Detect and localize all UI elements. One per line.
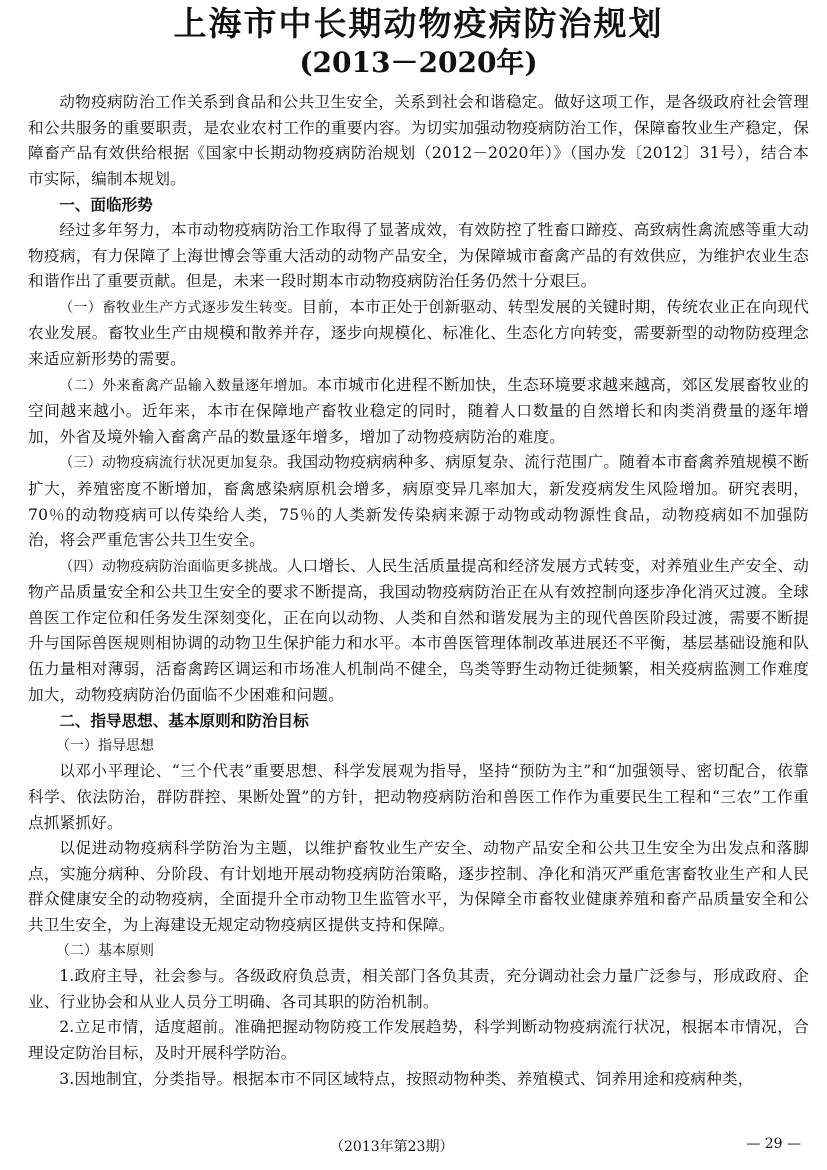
paragraph-lead-heading: （四）动物疫病防治面临更多挑战。	[59, 558, 287, 575]
paragraph: 以促进动物疫病科学防治为主题，以维护畜牧业生产安全、动物产品安全和公共卫生安全为出发点和落脚点，实施分病种、分阶段、有计划地开展动物疫病防治策略，逐步控制、净化和消灭严重危害畜牧业生产和人民群众健康安全的动物疫病，全面提升全市动物卫生监管水平，为保障全市畜牧业健康养殖和畜产品质量安全和公共卫生安全，为上海建设无规定动物疫病区提供支持和保障。	[28, 839, 809, 934]
page-footer	[0, 1136, 827, 1158]
paragraph: 以邓小平理论、“三个代表”重要思想、科学发展观为指导，坚持“预防为主”和“加强领导、密切配合，依靠科学、依法防治，群防群控、果断处置”的方针，把动物疫病防治和兽医工作作为重要民生工程和“三农”工作重点抓紧抓好。	[28, 762, 809, 832]
document-subtitle: (2013－2020年)	[299, 46, 538, 79]
footer-issue-label: （2013年第23期）	[330, 1139, 454, 1155]
paragraph: 2.立足市情，适度超前。准确把握动物防疫工作发展趋势，科学判断动物疫病流行状况，根据本市情况，合理设定防治目标，及时开展科学防治。	[28, 1018, 809, 1062]
paragraph-lead-heading: （一）畜牧业生产方式逐步发生转变。	[59, 299, 302, 316]
paragraph-lead-heading: （二）外来畜禽产品输入数量逐年增加。	[59, 377, 317, 394]
paragraph: 经过多年努力，本市动物疫病防治工作取得了显著成效，有效防控了牲畜口蹄疫、高致病性禽流感等重大动物疫病，有力保障了上海世博会等重大活动的动物产品安全，为保障城市畜禽产品的有效供应，为维护农业生态和谐作出了重要贡献。但是，未来一段时期本市动物疫病防治任务仍然十分艰巨。	[28, 220, 809, 291]
footer-page-number: — 29 —	[746, 1136, 801, 1152]
section-heading: 一、面临形势	[59, 195, 153, 215]
paragraph	[28, 373, 809, 451]
paragraph	[28, 554, 809, 709]
paragraph-text: 人口增长、人民生活质量提高和经济发展方式转变，对养殖业生产安全、动物产品质量安全和公共卫生安全的要求不断提高，我国动物疫病防治正在从有效控制向逐步净化消灭过渡。全球兽医工作定位和任务发生深刻变化，正在向以动物、人类和自然和谐发展为主的现代兽医阶段过渡，需要不断提升与国际兽医规则相协调的动物卫生保护能力和水平。本市兽医管理体制改革进展还不平衡，基层基础设施和队伍力量相对薄弱，活畜禽跨区调运和市场准人机制尚不健全，鸟类等野生动物迁徙频繁，相关疫病监测工作难度加大，动物疫病防治仍面临不少困难和问题。	[28, 556, 809, 704]
paragraph	[28, 450, 809, 553]
section-heading: 二、指导思想、基本原则和防治目标	[59, 711, 309, 731]
paragraph-text: 本市城市化进程不断加快，生态环境要求越来越高，郊区发展畜牧业的空间越来越小。近年来，本市在保障地产畜牧业稳定的同时，随着人口数量的自然增长和肉类消费量的逐年增加，外省及境外输入畜禽产品的数量逐年增多，增加了动物疫病防治的难度。	[28, 375, 809, 446]
paragraph-lead-heading: （三）动物疫病流行状况更加复杂。	[59, 455, 287, 472]
paragraph: 动物疫病防治工作关系到食品和公共卫生安全，关系到社会和谐稳定。做好这项工作，是各级政府社会管理和公共服务的重要职责，是农业农村工作的重要内容。为切实加强动物疫病防治工作，保障畜牧业生产稳定，保障畜产品有效供给根据《国家中长期动物疫病防治规划（2012－2020年）》（国办发〔2012〕31号），结合本市实际，编制本规划。	[28, 93, 809, 188]
document-body	[28, 90, 809, 1092]
subsection-heading: （二）基本原则	[56, 942, 154, 959]
document-title: 上海市中长期动物疫病防治规划	[173, 4, 664, 43]
paragraph-text: 目前，本市正处于创新驱动、转型发展的关键时期，传统农业正在向现代农业发展。畜牧业生产由规模和散养并存，逐步向规模化、标准化、生态化方向转变，需要新型的动物防疫理念来适应新形势的需要。	[28, 297, 809, 368]
subsection-heading: （一）指导思想	[56, 737, 154, 754]
paragraph: 1.政府主导，社会参与。各级政府负总责，相关部门各负其责，充分调动社会力量广泛参与，形成政府、企业、行业协会和从业人员分工明确、各司其职的防治机制。	[28, 967, 809, 1011]
paragraph: 3.因地制宜，分类指导。根据本市不同区域特点，按照动物种类、养殖模式、饲养用途和疫病种类，	[59, 1069, 754, 1088]
paragraph-text: 我国动物疫病病种多、病原复杂、流行范围广。随着本市畜禽养殖规模不断扩大，养殖密度不断增加，畜禽感染病原机会增多，病原变异几率加大，新发疫病发生风险增加。研究表明，70％的动物疫病可以传染给人类，75％的人类新发传染病来源于动物或动物源性食品，动物疫病如不加强防治，将会严重危害公共卫生安全。	[28, 453, 809, 550]
paragraph	[28, 295, 809, 373]
